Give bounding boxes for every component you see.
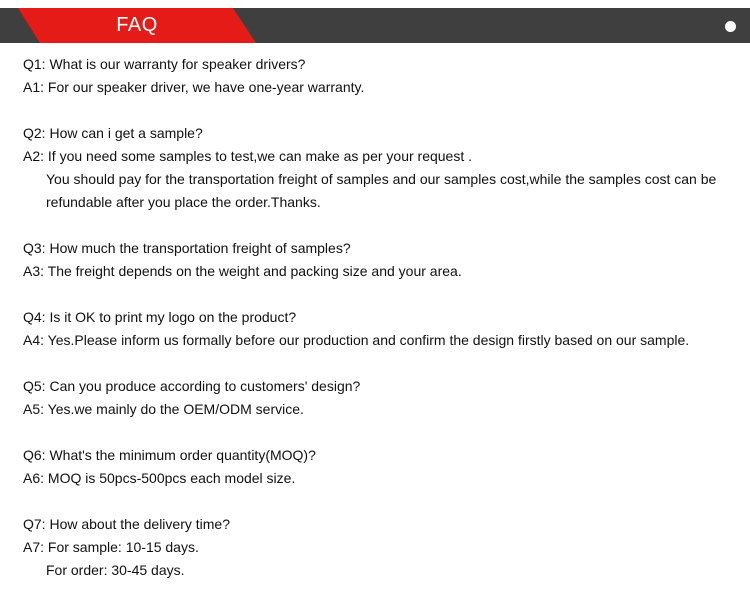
faq-item-2 (23, 122, 738, 214)
faq-item-3 (23, 237, 738, 283)
answer: A6: MOQ is 50pcs-500pcs each model size. (23, 470, 296, 486)
question: Q4: Is it OK to print my logo on the product? (23, 309, 297, 325)
faq-list (23, 53, 738, 605)
question: Q3: How much the transportation freight of samples? (23, 240, 351, 256)
faq-item-6 (23, 444, 738, 490)
question: Q6: What's the minimum order quantity(MOQ)? (23, 447, 316, 463)
answer-continuation: refundable after you place the order.Thanks. (46, 194, 321, 210)
question: Q5: Can you produce according to customers' design? (23, 378, 361, 394)
faq-item-4 (23, 306, 738, 352)
page-title: FAQ (116, 14, 158, 36)
answer: A3: The freight depends on the weight and packing size and your area. (23, 263, 462, 279)
answer: A7: For sample: 10-15 days. (23, 539, 199, 555)
answer-continuation: You should pay for the transportation freight of samples and our samples cost,while the samples cost can be (46, 171, 717, 187)
answer: A1: For our speaker driver, we have one-year warranty. (23, 79, 365, 95)
answer: A5: Yes.we mainly do the OEM/ODM service. (23, 401, 304, 417)
question: Q1: What is our warranty for speaker drivers? (23, 56, 306, 72)
faq-item-1 (23, 53, 738, 99)
dot-icon (725, 21, 736, 32)
faq-item-5 (23, 375, 738, 421)
answer: A4: Yes.Please inform us formally before our production and confirm the design firstly based on our sample. (23, 332, 690, 348)
answer-continuation: For order: 30-45 days. (46, 562, 185, 578)
faq-item-7 (23, 513, 738, 582)
answer: A2: If you need some samples to test,we can make as per your request . (23, 148, 473, 164)
question: Q2: How can i get a sample? (23, 125, 203, 141)
question: Q7: How about the delivery time? (23, 516, 230, 532)
